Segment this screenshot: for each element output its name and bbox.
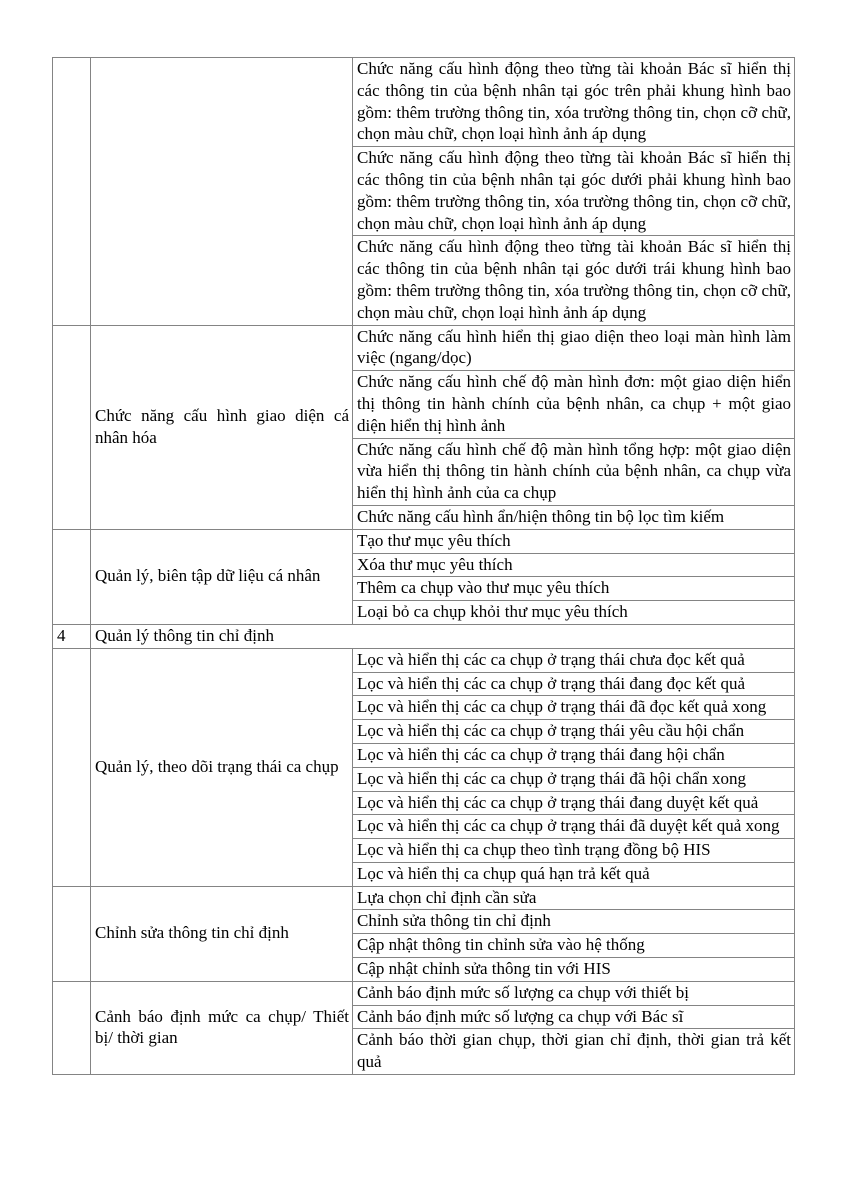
- section-title-cell: Quản lý thông tin chỉ định: [91, 624, 795, 648]
- feature-detail-cell: Cảnh báo định mức số lượng ca chụp với thiết bị: [353, 981, 795, 1005]
- feature-detail-cell: Loại bỏ ca chụp khỏi thư mục yêu thích: [353, 601, 795, 625]
- feature-detail-cell: Cập nhật chỉnh sửa thông tin với HIS: [353, 958, 795, 982]
- feature-detail-cell: Tạo thư mục yêu thích: [353, 529, 795, 553]
- feature-detail-cell: Chỉnh sửa thông tin chỉ định: [353, 910, 795, 934]
- feature-row: [53, 981, 795, 1005]
- feature-detail-cell: Lọc và hiển thị các ca chụp ở trạng thái đã duyệt kết quả xong: [353, 815, 795, 839]
- feature-detail-cell: Lọc và hiển thị các ca chụp ở trạng thái đã hội chẩn xong: [353, 767, 795, 791]
- feature-detail-cell: Cập nhật thông tin chỉnh sửa vào hệ thống: [353, 934, 795, 958]
- feature-detail-cell: Lựa chọn chỉ định cần sửa: [353, 886, 795, 910]
- feature-detail-cell: Chức năng cấu hình chế độ màn hình tổng hợp: một giao diện vừa hiển thị thông tin hành chính của bệnh nhân, ca chụp vừa hiển thị hình ảnh của ca chụp: [353, 438, 795, 505]
- group-number-cell: [53, 981, 91, 1074]
- group-category-cell: Chức năng cấu hình giao diện cá nhân hóa: [91, 325, 353, 529]
- feature-detail-cell: Chức năng cấu hình động theo từng tài khoản Bác sĩ hiển thị các thông tin của bệnh nhân tại góc dưới trái khung hình bao gồm: thêm trường thông tin, xóa trường thông tin, chọn cỡ chữ, chọn màu chữ, chọn loại hình ảnh áp dụng: [353, 236, 795, 325]
- feature-detail-cell: Lọc và hiển thị các ca chụp ở trạng thái chưa đọc kết quả: [353, 648, 795, 672]
- feature-detail-cell: Lọc và hiển thị ca chụp theo tình trạng đồng bộ HIS: [353, 839, 795, 863]
- feature-row: [53, 886, 795, 910]
- group-number-cell: [53, 325, 91, 529]
- group-number-cell: [53, 58, 91, 326]
- feature-detail-cell: Chức năng cấu hình động theo từng tài khoản Bác sĩ hiển thị các thông tin của bệnh nhân tại góc dưới phải khung hình bao gồm: thêm trường thông tin, xóa trường thông tin, chọn cỡ chữ, chọn màu chữ, chọn loại hình ảnh áp dụng: [353, 147, 795, 236]
- features-table: [52, 57, 795, 1075]
- group-category-cell: Cảnh báo định mức ca chụp/ Thiết bị/ thời gian: [91, 981, 353, 1074]
- feature-detail-cell: Chức năng cấu hình hiển thị giao diện theo loại màn hình làm việc (ngang/dọc): [353, 325, 795, 371]
- feature-detail-cell: Lọc và hiển thị các ca chụp ở trạng thái đang hội chẩn: [353, 743, 795, 767]
- feature-detail-cell: Cảnh báo thời gian chụp, thời gian chỉ định, thời gian trả kết quả: [353, 1029, 795, 1075]
- features-table-body: [53, 58, 795, 1075]
- feature-detail-cell: Lọc và hiển thị các ca chụp ở trạng thái đang duyệt kết quả: [353, 791, 795, 815]
- feature-row: [53, 325, 795, 371]
- feature-row: [53, 648, 795, 672]
- feature-detail-cell: Lọc và hiển thị ca chụp quá hạn trả kết quả: [353, 862, 795, 886]
- feature-row: [53, 529, 795, 553]
- feature-detail-cell: Lọc và hiển thị các ca chụp ở trạng thái yêu cầu hội chẩn: [353, 720, 795, 744]
- group-number-cell: [53, 529, 91, 624]
- group-category-cell: Quản lý, biên tập dữ liệu cá nhân: [91, 529, 353, 624]
- feature-detail-cell: Thêm ca chụp vào thư mục yêu thích: [353, 577, 795, 601]
- section-number-cell: 4: [53, 624, 91, 648]
- group-number-cell: [53, 886, 91, 981]
- feature-detail-cell: Lọc và hiển thị các ca chụp ở trạng thái đang đọc kết quả: [353, 672, 795, 696]
- feature-detail-cell: Chức năng cấu hình động theo từng tài khoản Bác sĩ hiển thị các thông tin của bệnh nhân tại góc trên phải khung hình bao gồm: thêm trường thông tin, xóa trường thông tin, chọn cỡ chữ, chọn màu chữ, chọn loại hình ảnh áp dụng: [353, 58, 795, 147]
- feature-detail-cell: Chức năng cấu hình ẩn/hiện thông tin bộ lọc tìm kiếm: [353, 505, 795, 529]
- group-category-cell: [91, 58, 353, 326]
- feature-detail-cell: Cảnh báo định mức số lượng ca chụp với Bác sĩ: [353, 1005, 795, 1029]
- feature-detail-cell: Lọc và hiển thị các ca chụp ở trạng thái đã đọc kết quả xong: [353, 696, 795, 720]
- feature-detail-cell: Xóa thư mục yêu thích: [353, 553, 795, 577]
- section-row: [53, 624, 795, 648]
- group-number-cell: [53, 648, 91, 886]
- feature-detail-cell: Chức năng cấu hình chế độ màn hình đơn: một giao diện hiển thị thông tin hành chính của bệnh nhân, ca chụp + một giao diện hiển thị hình ảnh: [353, 371, 795, 438]
- group-category-cell: Chỉnh sửa thông tin chỉ định: [91, 886, 353, 981]
- group-category-cell: Quản lý, theo dõi trạng thái ca chụp: [91, 648, 353, 886]
- feature-row: [53, 58, 795, 147]
